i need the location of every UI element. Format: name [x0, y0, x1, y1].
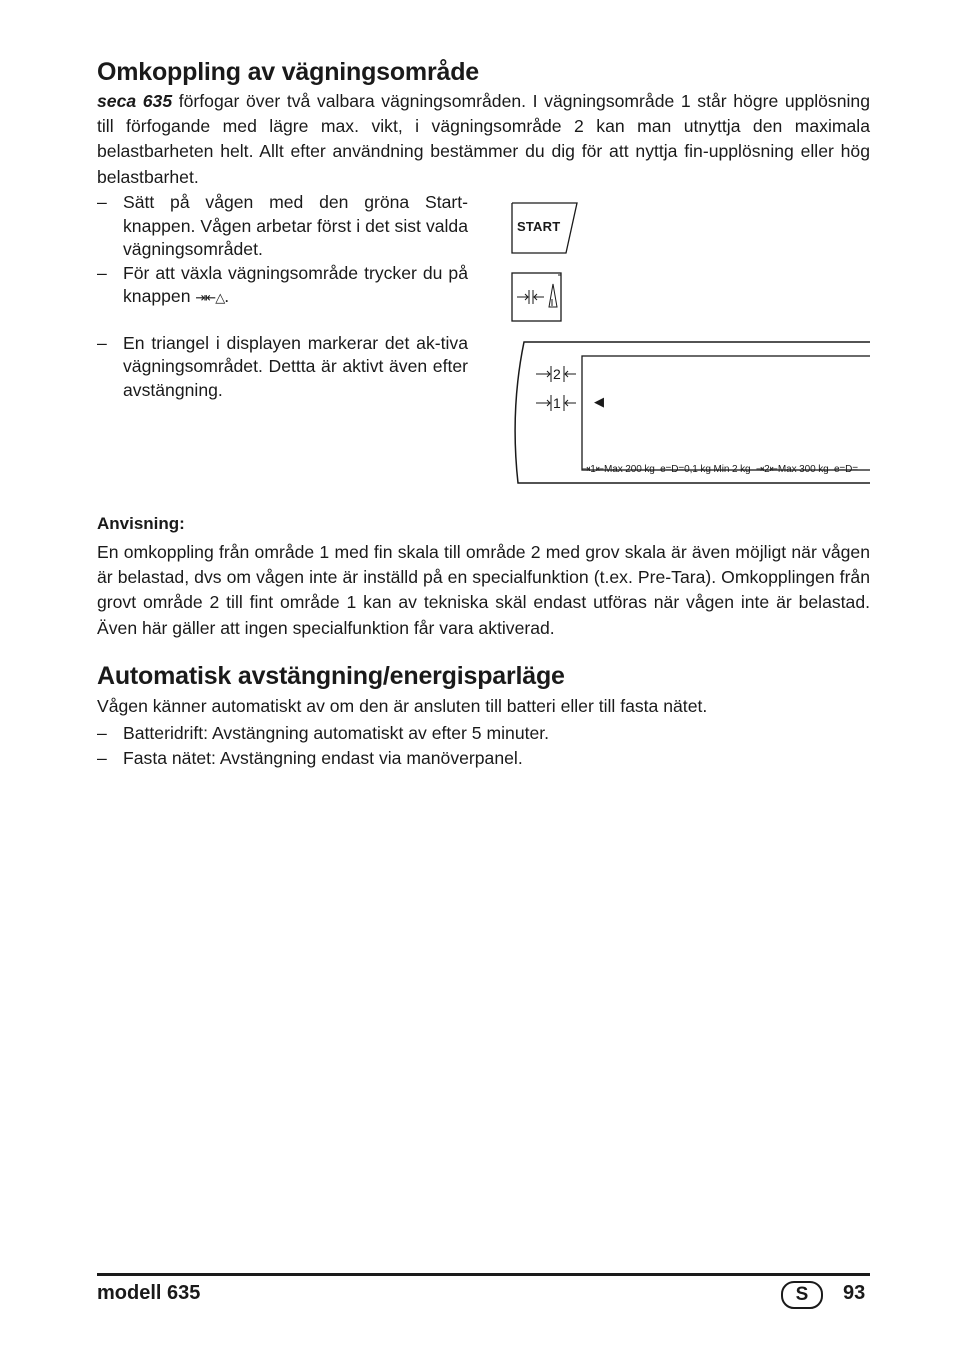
footer-e-2: e=D= [833, 464, 859, 475]
footer-model: modell 635 [97, 1282, 201, 1304]
scale-display-figure [508, 340, 870, 485]
list-item [97, 191, 468, 262]
start-button-figure [511, 202, 577, 253]
step-text: En triangel i displayen markerar det ak-tiva vägningsområdet. Dettta är aktivt även efter avstängning. [123, 332, 468, 400]
range-2-label: 2 [553, 366, 561, 382]
range-1-label: 1 [553, 395, 561, 411]
active-range-triangle-icon: ◀ [594, 394, 604, 409]
step-text: För att växla vägningsområde trycker du på knappen [123, 262, 468, 306]
auto-off-intro: Vågen känner automatiskt av om den är ansluten till batteri eller till fasta nätet. [97, 696, 708, 716]
section-title-auto-off: Automatisk avstängning/energisparläge [97, 662, 565, 690]
range-key-icon: ⇥⇤△ [195, 290, 225, 305]
list-item [97, 746, 870, 771]
footer-e-1: e=D=0,1 kg Min 2 kg [660, 464, 751, 475]
list-item [97, 332, 468, 403]
note-paragraph: En omkoppling från område 1 med fin skala till område 2 med grov skala är även möjligt när vågen är belastad, dvs om vågen inte är inställd på en specialfunktion (t.ex. Pre-Tara). Omkopplingen från grovt område 2 till fint område 1 kan av tekniska skäl endast utföras när vågen inte är belastad. Även här gäller att ingen specialfunktion får vara aktiverad. [97, 542, 870, 638]
footer-rule [97, 1273, 870, 1276]
section-title-range-switch: Omkoppling av vägningsområde [97, 58, 479, 86]
range-switch-key-icon [511, 272, 563, 322]
note-heading: Anvisning: [97, 514, 185, 533]
intro-paragraph [97, 89, 870, 190]
list-item [97, 721, 870, 746]
page-number: 93 [843, 1282, 866, 1304]
start-button-label: START [517, 219, 561, 234]
auto-off-item-text: Fasta nätet: Avstängning endast via manöverpanel. [123, 748, 523, 768]
steps-list [97, 191, 468, 402]
auto-off-list [97, 721, 870, 771]
footer-range-2: 2 [764, 464, 770, 475]
list-item [97, 262, 468, 310]
language-badge: S [781, 1281, 823, 1309]
brand-name: seca 635 [97, 91, 173, 111]
footer-max-2: Max 300 kg [777, 464, 829, 475]
footer-max-1: Max 200 kg [604, 464, 655, 475]
auto-off-item-text: Batteridrift: Avstängning automatiskt av efter 5 minuter. [123, 723, 550, 743]
footer-range-1: 1 [590, 464, 596, 475]
range-switch-button-figure [511, 272, 563, 322]
step-text-end: . [224, 286, 230, 306]
step-text: Sätt på vågen med den gröna Start-knappen. Vågen arbetar först i det sist valda vägningsområdet. [123, 192, 468, 259]
display-footer-legend: ⇥1⇤Max 200 kg e=D=0,1 kg Min 2 kg ⇥2⇤Max 300 kg e=D= [582, 464, 859, 475]
intro-text: förfogar över två valbara vägningsområden. I vägningsområde 1 står högre upplösning till förfogande med lägre max. vikt, i vägningsområde 2 kan man utnyttja den maximala belastbarheten helt. Allt efter användning bestämmer du dig för att nyttja fin-upplösning eller hög belastbarhet. [97, 91, 870, 187]
